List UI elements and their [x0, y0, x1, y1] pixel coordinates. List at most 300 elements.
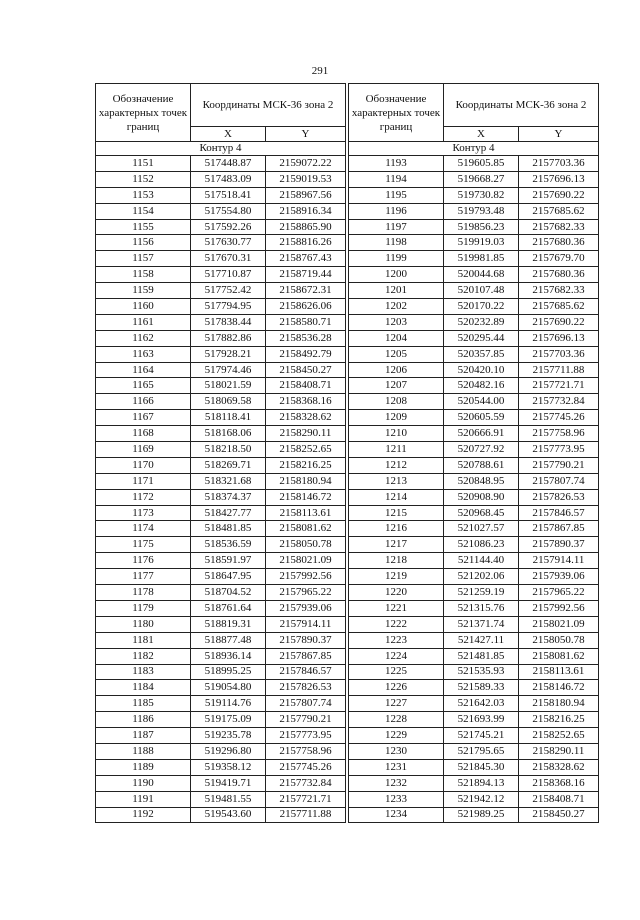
point-id-cell: 1217	[349, 537, 444, 553]
y-cell: 2159019.53	[266, 171, 346, 187]
point-id-cell: 1203	[349, 314, 444, 330]
table-row	[349, 696, 599, 712]
table-row	[96, 314, 346, 330]
coordinates-table-left	[95, 83, 346, 823]
contour-row	[96, 142, 346, 156]
point-id-cell: 1192	[96, 807, 191, 823]
x-cell: 519919.03	[444, 235, 519, 251]
y-cell: 2158767.43	[266, 251, 346, 267]
point-id-cell: 1179	[96, 600, 191, 616]
table-row	[96, 791, 346, 807]
point-id-cell: 1195	[349, 187, 444, 203]
x-cell: 519856.23	[444, 219, 519, 235]
y-cell: 2157790.21	[266, 712, 346, 728]
table-row	[349, 362, 599, 378]
table-row	[349, 600, 599, 616]
point-id-cell: 1177	[96, 569, 191, 585]
x-cell: 519175.09	[191, 712, 266, 728]
y-cell: 2157758.96	[266, 743, 346, 759]
y-cell: 2158328.62	[266, 410, 346, 426]
point-id-cell: 1185	[96, 696, 191, 712]
x-cell: 518218.50	[191, 442, 266, 458]
y-cell: 2158719.44	[266, 267, 346, 283]
y-cell: 2157807.74	[519, 473, 599, 489]
y-cell: 2157867.85	[519, 521, 599, 537]
x-cell: 520232.89	[444, 314, 519, 330]
x-cell: 519358.12	[191, 759, 266, 775]
point-id-cell: 1155	[96, 219, 191, 235]
x-cell: 517882.86	[191, 330, 266, 346]
point-id-cell: 1182	[96, 648, 191, 664]
point-id-cell: 1153	[96, 187, 191, 203]
x-cell: 519481.55	[191, 791, 266, 807]
point-id-cell: 1224	[349, 648, 444, 664]
y-cell: 2157773.95	[266, 728, 346, 744]
table-row	[349, 156, 599, 172]
y-cell: 2157914.11	[519, 553, 599, 569]
x-cell: 519981.85	[444, 251, 519, 267]
y-cell: 2157682.33	[519, 219, 599, 235]
point-id-cell: 1229	[349, 728, 444, 744]
x-cell: 521315.76	[444, 600, 519, 616]
point-id-cell: 1151	[96, 156, 191, 172]
x-cell: 521259.19	[444, 585, 519, 601]
table-row	[96, 728, 346, 744]
y-cell: 2158180.94	[519, 696, 599, 712]
y-cell: 2157939.06	[519, 569, 599, 585]
y-cell: 2158865.90	[266, 219, 346, 235]
x-cell: 518761.64	[191, 600, 266, 616]
x-cell: 519605.85	[444, 156, 519, 172]
y-cell: 2158216.25	[519, 712, 599, 728]
point-id-cell: 1167	[96, 410, 191, 426]
y-cell: 2157914.11	[266, 616, 346, 632]
y-cell: 2158450.27	[519, 807, 599, 823]
x-cell: 518321.68	[191, 473, 266, 489]
y-cell: 2158146.72	[519, 680, 599, 696]
y-cell: 2157721.71	[519, 378, 599, 394]
point-id-cell: 1232	[349, 775, 444, 791]
y-cell: 2158408.71	[519, 791, 599, 807]
header-coordinates: Координаты МСК-36 зона 2	[191, 84, 346, 127]
table-row	[349, 728, 599, 744]
y-cell: 2158081.62	[266, 521, 346, 537]
point-id-cell: 1172	[96, 489, 191, 505]
x-cell: 520788.61	[444, 457, 519, 473]
x-cell: 517630.77	[191, 235, 266, 251]
point-id-cell: 1209	[349, 410, 444, 426]
point-id-cell: 1231	[349, 759, 444, 775]
point-id-cell: 1223	[349, 632, 444, 648]
table-row	[96, 632, 346, 648]
table-row	[349, 251, 599, 267]
x-cell: 518481.85	[191, 521, 266, 537]
x-cell: 519054.80	[191, 680, 266, 696]
point-id-cell: 1181	[96, 632, 191, 648]
point-id-cell: 1211	[349, 442, 444, 458]
header-coordinates: Координаты МСК-36 зона 2	[444, 84, 599, 127]
table-row	[96, 600, 346, 616]
point-id-cell: 1219	[349, 569, 444, 585]
table-row	[349, 346, 599, 362]
table-row	[349, 489, 599, 505]
table-row	[96, 346, 346, 362]
table-row	[349, 473, 599, 489]
table-row	[96, 156, 346, 172]
y-cell: 2158916.34	[266, 203, 346, 219]
x-cell: 518269.71	[191, 457, 266, 473]
y-cell: 2158626.06	[266, 299, 346, 315]
table-row	[96, 283, 346, 299]
x-cell: 518936.14	[191, 648, 266, 664]
x-cell: 521481.85	[444, 648, 519, 664]
table-row	[96, 457, 346, 473]
y-cell: 2158216.25	[266, 457, 346, 473]
x-cell: 521086.23	[444, 537, 519, 553]
table-row	[349, 442, 599, 458]
header-row	[96, 84, 346, 127]
table-row	[349, 537, 599, 553]
point-id-cell: 1184	[96, 680, 191, 696]
x-cell: 517752.42	[191, 283, 266, 299]
table-row	[349, 378, 599, 394]
table-row	[96, 680, 346, 696]
point-id-cell: 1161	[96, 314, 191, 330]
table-row	[96, 775, 346, 791]
header-designation: Обозначение характерных точек границ	[349, 84, 444, 142]
y-cell: 2158050.78	[266, 537, 346, 553]
table-row	[96, 648, 346, 664]
y-cell: 2158408.71	[266, 378, 346, 394]
y-cell: 2158450.27	[266, 362, 346, 378]
table-row	[96, 267, 346, 283]
y-cell: 2158290.11	[519, 743, 599, 759]
point-id-cell: 1221	[349, 600, 444, 616]
y-cell: 2157807.74	[266, 696, 346, 712]
x-cell: 518168.06	[191, 426, 266, 442]
y-cell: 2157826.53	[519, 489, 599, 505]
x-cell: 520605.59	[444, 410, 519, 426]
point-id-cell: 1230	[349, 743, 444, 759]
table-row	[349, 235, 599, 251]
table-row	[349, 712, 599, 728]
x-cell: 521427.11	[444, 632, 519, 648]
y-cell: 2158252.65	[266, 442, 346, 458]
table-row	[96, 410, 346, 426]
x-cell: 518118.41	[191, 410, 266, 426]
point-id-cell: 1164	[96, 362, 191, 378]
y-cell: 2158672.31	[266, 283, 346, 299]
x-cell: 521795.65	[444, 743, 519, 759]
table-row	[349, 632, 599, 648]
x-cell: 520044.68	[444, 267, 519, 283]
x-cell: 519296.80	[191, 743, 266, 759]
header-x: X	[444, 127, 519, 142]
table-row	[96, 759, 346, 775]
point-id-cell: 1175	[96, 537, 191, 553]
x-cell: 517710.87	[191, 267, 266, 283]
x-cell: 521894.13	[444, 775, 519, 791]
table-row	[349, 426, 599, 442]
x-cell: 517794.95	[191, 299, 266, 315]
table-row	[349, 743, 599, 759]
table-row	[349, 219, 599, 235]
x-cell: 520357.85	[444, 346, 519, 362]
y-cell: 2157680.36	[519, 267, 599, 283]
x-cell: 517554.80	[191, 203, 266, 219]
y-cell: 2158050.78	[519, 632, 599, 648]
point-id-cell: 1226	[349, 680, 444, 696]
x-cell: 517592.26	[191, 219, 266, 235]
table-row	[349, 807, 599, 823]
y-cell: 2158580.71	[266, 314, 346, 330]
table-row	[96, 585, 346, 601]
x-cell: 517448.87	[191, 156, 266, 172]
y-cell: 2157696.13	[519, 171, 599, 187]
point-id-cell: 1183	[96, 664, 191, 680]
point-id-cell: 1227	[349, 696, 444, 712]
y-cell: 2158021.09	[266, 553, 346, 569]
y-cell: 2157690.22	[519, 187, 599, 203]
contour-label: Контур 4	[349, 142, 599, 156]
x-cell: 517974.46	[191, 362, 266, 378]
header-row	[349, 84, 599, 127]
y-cell: 2157703.36	[519, 156, 599, 172]
point-id-cell: 1207	[349, 378, 444, 394]
y-cell: 2157992.56	[519, 600, 599, 616]
x-cell: 518819.31	[191, 616, 266, 632]
table-row	[96, 505, 346, 521]
y-cell: 2157939.06	[266, 600, 346, 616]
table-row	[96, 696, 346, 712]
point-id-cell: 1199	[349, 251, 444, 267]
point-id-cell: 1159	[96, 283, 191, 299]
table-row	[96, 807, 346, 823]
table-row	[349, 680, 599, 696]
table-row	[349, 314, 599, 330]
point-id-cell: 1218	[349, 553, 444, 569]
table-row	[349, 664, 599, 680]
x-cell: 521845.30	[444, 759, 519, 775]
x-cell: 520848.95	[444, 473, 519, 489]
point-id-cell: 1157	[96, 251, 191, 267]
x-cell: 518995.25	[191, 664, 266, 680]
x-cell: 520727.92	[444, 442, 519, 458]
x-cell: 519543.60	[191, 807, 266, 823]
point-id-cell: 1196	[349, 203, 444, 219]
y-cell: 2157846.57	[266, 664, 346, 680]
y-cell: 2157890.37	[519, 537, 599, 553]
y-cell: 2157679.70	[519, 251, 599, 267]
x-cell: 521745.21	[444, 728, 519, 744]
x-cell: 520107.48	[444, 283, 519, 299]
x-cell: 518427.77	[191, 505, 266, 521]
y-cell: 2158368.16	[266, 394, 346, 410]
header-x: X	[191, 127, 266, 142]
point-id-cell: 1186	[96, 712, 191, 728]
table-row	[96, 489, 346, 505]
table-row	[349, 569, 599, 585]
y-cell: 2158180.94	[266, 473, 346, 489]
point-id-cell: 1208	[349, 394, 444, 410]
x-cell: 519235.78	[191, 728, 266, 744]
y-cell: 2157685.62	[519, 203, 599, 219]
table-row	[349, 299, 599, 315]
y-cell: 2158113.61	[266, 505, 346, 521]
point-id-cell: 1173	[96, 505, 191, 521]
table-row	[349, 648, 599, 664]
table-row	[349, 330, 599, 346]
point-id-cell: 1215	[349, 505, 444, 521]
point-id-cell: 1225	[349, 664, 444, 680]
x-cell: 518704.52	[191, 585, 266, 601]
point-id-cell: 1201	[349, 283, 444, 299]
y-cell: 2158492.79	[266, 346, 346, 362]
x-cell: 519730.82	[444, 187, 519, 203]
y-cell: 2157690.22	[519, 314, 599, 330]
point-id-cell: 1165	[96, 378, 191, 394]
point-id-cell: 1202	[349, 299, 444, 315]
point-id-cell: 1180	[96, 616, 191, 632]
table-row	[349, 505, 599, 521]
y-cell: 2157745.26	[266, 759, 346, 775]
coordinates-table-right	[348, 83, 599, 823]
point-id-cell: 1154	[96, 203, 191, 219]
table-row	[96, 743, 346, 759]
table-row	[96, 569, 346, 585]
x-cell: 519419.71	[191, 775, 266, 791]
point-id-cell: 1205	[349, 346, 444, 362]
y-cell: 2157680.36	[519, 235, 599, 251]
y-cell: 2157745.26	[519, 410, 599, 426]
point-id-cell: 1171	[96, 473, 191, 489]
x-cell: 519793.48	[444, 203, 519, 219]
table-row	[349, 187, 599, 203]
x-cell: 520968.45	[444, 505, 519, 521]
x-cell: 518647.95	[191, 569, 266, 585]
y-cell: 2158021.09	[519, 616, 599, 632]
y-cell: 2157965.22	[519, 585, 599, 601]
table-row	[349, 410, 599, 426]
table-row	[349, 267, 599, 283]
y-cell: 2157703.36	[519, 346, 599, 362]
y-cell: 2157685.62	[519, 299, 599, 315]
x-cell: 520420.10	[444, 362, 519, 378]
point-id-cell: 1168	[96, 426, 191, 442]
point-id-cell: 1212	[349, 457, 444, 473]
table-row	[349, 759, 599, 775]
table-row	[96, 203, 346, 219]
table-row	[349, 203, 599, 219]
y-cell: 2158816.26	[266, 235, 346, 251]
y-cell: 2158252.65	[519, 728, 599, 744]
point-id-cell: 1206	[349, 362, 444, 378]
y-cell: 2158113.61	[519, 664, 599, 680]
table-body-right	[349, 84, 599, 823]
x-cell: 518021.59	[191, 378, 266, 394]
table-row	[349, 457, 599, 473]
header-y: Y	[519, 127, 599, 142]
point-id-cell: 1152	[96, 171, 191, 187]
contour-row	[349, 142, 599, 156]
x-cell: 520908.90	[444, 489, 519, 505]
point-id-cell: 1220	[349, 585, 444, 601]
y-cell: 2158146.72	[266, 489, 346, 505]
x-cell: 521942.12	[444, 791, 519, 807]
x-cell: 520170.22	[444, 299, 519, 315]
point-id-cell: 1214	[349, 489, 444, 505]
y-cell: 2157682.33	[519, 283, 599, 299]
point-id-cell: 1198	[349, 235, 444, 251]
y-cell: 2158536.28	[266, 330, 346, 346]
point-id-cell: 1178	[96, 585, 191, 601]
point-id-cell: 1158	[96, 267, 191, 283]
y-cell: 2157890.37	[266, 632, 346, 648]
table-row	[96, 521, 346, 537]
x-cell: 520482.16	[444, 378, 519, 394]
header-y: Y	[266, 127, 346, 142]
table-row	[96, 219, 346, 235]
y-cell: 2157965.22	[266, 585, 346, 601]
x-cell: 521535.93	[444, 664, 519, 680]
point-id-cell: 1213	[349, 473, 444, 489]
x-cell: 518374.37	[191, 489, 266, 505]
x-cell: 519668.27	[444, 171, 519, 187]
point-id-cell: 1187	[96, 728, 191, 744]
y-cell: 2157721.71	[266, 791, 346, 807]
x-cell: 520666.91	[444, 426, 519, 442]
table-row	[96, 442, 346, 458]
x-cell: 521642.03	[444, 696, 519, 712]
contour-label: Контур 4	[96, 142, 346, 156]
table-row	[96, 712, 346, 728]
point-id-cell: 1156	[96, 235, 191, 251]
x-cell: 517838.44	[191, 314, 266, 330]
table-row	[96, 378, 346, 394]
table-row	[96, 394, 346, 410]
x-cell: 517928.21	[191, 346, 266, 362]
point-id-cell: 1160	[96, 299, 191, 315]
point-id-cell: 1194	[349, 171, 444, 187]
y-cell: 2157867.85	[266, 648, 346, 664]
table-row	[96, 299, 346, 315]
table-row	[96, 664, 346, 680]
y-cell: 2158081.62	[519, 648, 599, 664]
point-id-cell: 1163	[96, 346, 191, 362]
page-number: 291	[311, 65, 329, 77]
point-id-cell: 1190	[96, 775, 191, 791]
table-row	[96, 330, 346, 346]
table-row	[349, 283, 599, 299]
x-cell: 519114.76	[191, 696, 266, 712]
point-id-cell: 1176	[96, 553, 191, 569]
table-row	[349, 171, 599, 187]
y-cell: 2157732.84	[266, 775, 346, 791]
x-cell: 521144.40	[444, 553, 519, 569]
table-row	[96, 362, 346, 378]
x-cell: 520295.44	[444, 330, 519, 346]
x-cell: 518536.59	[191, 537, 266, 553]
table-row	[349, 791, 599, 807]
point-id-cell: 1228	[349, 712, 444, 728]
y-cell: 2157846.57	[519, 505, 599, 521]
point-id-cell: 1193	[349, 156, 444, 172]
x-cell: 517483.09	[191, 171, 266, 187]
table-row	[349, 394, 599, 410]
x-cell: 520544.00	[444, 394, 519, 410]
y-cell: 2157711.88	[519, 362, 599, 378]
y-cell: 2157711.88	[266, 807, 346, 823]
